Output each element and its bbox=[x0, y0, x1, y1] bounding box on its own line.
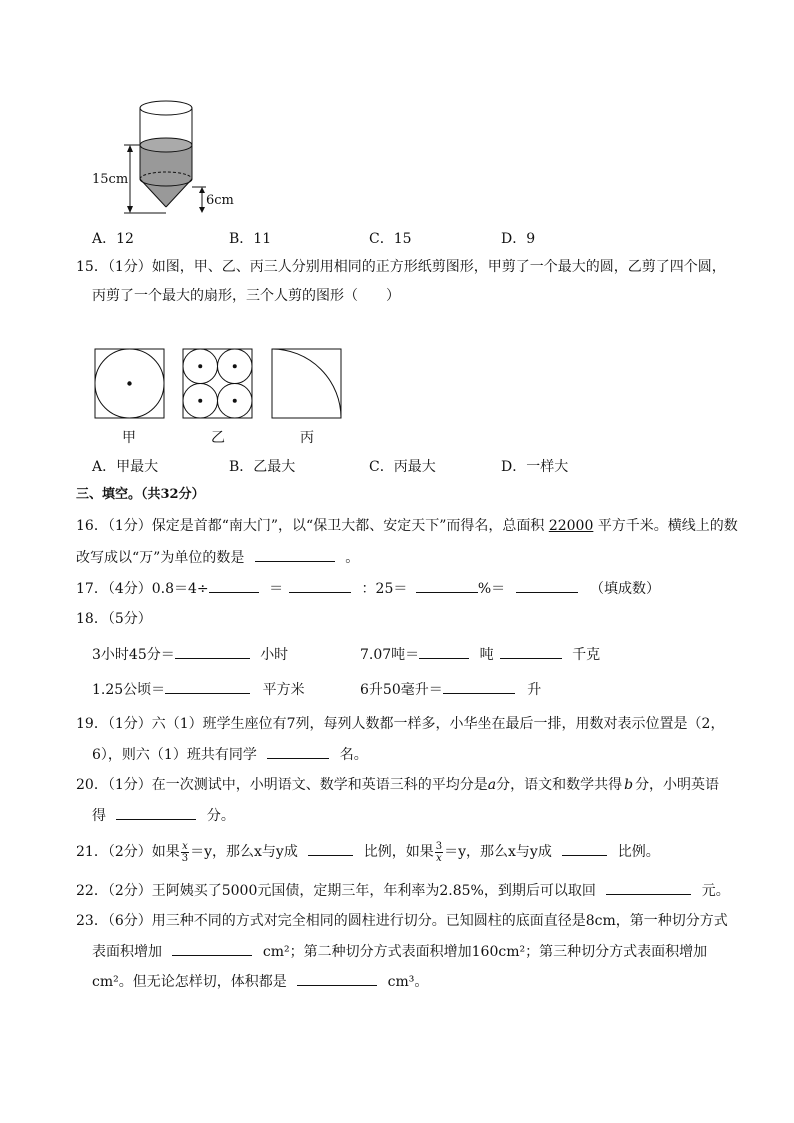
q18-head: 18．（5分） bbox=[76, 611, 152, 627]
q17-e: （填成数） bbox=[590, 581, 661, 597]
q20-var-a: a bbox=[487, 777, 497, 793]
fig-label-yi: 乙 bbox=[211, 430, 225, 446]
q14-option-a[interactable]: A．12 bbox=[92, 231, 134, 247]
q18-r1c: 7.07吨＝ bbox=[360, 647, 420, 663]
q14-option-c[interactable]: C．15 bbox=[369, 231, 412, 247]
q18-r2d: 升 bbox=[527, 682, 542, 698]
q21-blank2[interactable] bbox=[562, 841, 607, 856]
q21-frac2-den: x bbox=[436, 852, 442, 864]
q23-text-d: cm³。 bbox=[387, 974, 429, 990]
q18-r1d: 吨 bbox=[479, 647, 494, 663]
q18-r1a: 3小时45分＝ bbox=[92, 647, 175, 663]
q21-text-d: ＝y，那么x与y成 bbox=[444, 844, 552, 860]
q16-number: 22000 bbox=[548, 518, 594, 534]
q18-blank4[interactable] bbox=[165, 679, 250, 694]
q20-blank[interactable] bbox=[116, 805, 196, 820]
q19-text-a: 6），则六（1）班共有同学 bbox=[92, 747, 257, 763]
q18-blank2[interactable] bbox=[419, 644, 469, 659]
q20-var-b: b bbox=[624, 777, 634, 793]
q16-line2 bbox=[76, 547, 359, 568]
q21-frac1-den: 3 bbox=[181, 852, 189, 864]
q19-line2 bbox=[92, 744, 368, 765]
q14-option-b[interactable]: B．11 bbox=[229, 231, 272, 247]
q19-line1: 19．（1分）六（1）班学生座位有7列，每列人数都一样多，小华坐在最后一排，用数对表示位置是（2， bbox=[76, 716, 725, 732]
fig-label-jia: 甲 bbox=[122, 430, 136, 446]
label-15cm: 15cm bbox=[92, 172, 129, 187]
q21-text-a: 21．（2分）如果 bbox=[76, 844, 180, 860]
q20-text-e: 分。 bbox=[206, 808, 235, 824]
q15-option-d[interactable]: D．一样大 bbox=[501, 459, 569, 475]
q15-option-a[interactable]: A．甲最大 bbox=[92, 459, 159, 475]
q18-r2a: 1.25公顷＝ bbox=[92, 682, 166, 698]
section-title: 三、填空。（共32分） bbox=[76, 487, 205, 502]
q14-option-d[interactable]: D．9 bbox=[501, 231, 536, 247]
q23-text-b: cm²；第二种切分方式表面积增加160cm²；第三种切分方式表面积增加 bbox=[262, 944, 708, 960]
q19-text-b: 名。 bbox=[339, 747, 368, 763]
q16-blank[interactable] bbox=[255, 547, 335, 562]
q21-frac1-num: x bbox=[182, 840, 188, 852]
q18-r1e: 千克 bbox=[572, 647, 601, 663]
q23-line2 bbox=[92, 941, 707, 962]
q21-frac2-num: 3 bbox=[435, 840, 443, 852]
q21-fraction2 bbox=[435, 841, 443, 864]
q17-a: 17．（4分）0.8＝4÷ bbox=[76, 581, 209, 597]
q20-line2 bbox=[92, 805, 235, 826]
q17-b: ＝ bbox=[269, 581, 284, 597]
q19-blank[interactable] bbox=[267, 744, 329, 759]
q21-line bbox=[76, 840, 660, 864]
q18-row2-right bbox=[360, 679, 541, 699]
fig-label-bing: 丙 bbox=[300, 430, 314, 446]
q18-r2c: 6升50毫升＝ bbox=[360, 682, 443, 698]
q15-option-b[interactable]: B．乙最大 bbox=[229, 459, 296, 475]
q18-row2-left bbox=[92, 679, 305, 699]
q20-text-b: 分，语文和数学共得 bbox=[496, 777, 623, 793]
q18-row1-right bbox=[360, 644, 600, 664]
q15-option-c[interactable]: C．丙最大 bbox=[369, 459, 436, 475]
q16-text-c: 改写成以“万”为单位的数是 bbox=[76, 550, 245, 566]
q17-line bbox=[76, 578, 660, 599]
q16-text-b: 平方千米。横线上的数 bbox=[597, 518, 738, 534]
q18-r2b: 平方米 bbox=[262, 682, 305, 698]
q17-blank1[interactable] bbox=[209, 578, 259, 593]
q23-line1: 23．（6分）用三种不同的方式对完全相同的圆柱进行切分。已知圆柱的底面直径是8cm，第一种切分方式 bbox=[76, 913, 728, 929]
q23-blank2[interactable] bbox=[297, 971, 377, 986]
q15-line1: 15．（1分）如图，甲、乙、丙三人分别用相同的正方形纸剪图形，甲剪了一个最大的圆，乙剪了四个圆， bbox=[76, 259, 726, 275]
q17-blank3[interactable] bbox=[416, 578, 478, 593]
q22-line bbox=[76, 880, 730, 901]
q18-blank5[interactable] bbox=[443, 679, 515, 694]
q22-text-a: 22．（2分）王阿姨买了5000元国债，定期三年，年利率为2.85%，到期后可以取回 bbox=[76, 883, 596, 899]
q23-line3 bbox=[92, 971, 428, 992]
q17-blank4[interactable] bbox=[516, 578, 578, 593]
q16-line1 bbox=[76, 516, 738, 536]
q17-c: ：25＝ bbox=[361, 581, 408, 597]
q15-figures bbox=[94, 348, 344, 424]
q21-blank1[interactable] bbox=[308, 841, 353, 856]
q20-line1 bbox=[76, 775, 719, 795]
q16-text-a: 16．（1分）保定是首都“南大门”，以“保卫大都、安定天下”而得名，总面积 bbox=[76, 518, 545, 534]
q20-text-c: 分，小明英语 bbox=[635, 777, 720, 793]
q21-fraction1 bbox=[181, 841, 189, 864]
q23-text-a: 表面积增加 bbox=[92, 944, 162, 960]
q17-blank2[interactable] bbox=[289, 578, 351, 593]
q15-line2: 丙剪了一个最大的扇形，三个人剪的图形（ ） bbox=[92, 288, 400, 304]
q18-blank3[interactable] bbox=[500, 644, 562, 659]
q18-row1-left bbox=[92, 644, 288, 664]
q21-text-b: ＝y，那么x与y成 bbox=[190, 844, 298, 860]
q20-text-a: 20．（1分）在一次测试中，小明语文、数学和英语三科的平均分是 bbox=[76, 777, 488, 793]
q20-text-d: 得 bbox=[92, 808, 106, 824]
label-6cm: 6cm bbox=[206, 193, 234, 208]
square-circles-diagram bbox=[94, 348, 344, 420]
q22-text-b: 元。 bbox=[701, 883, 730, 899]
q21-text-e: 比例。 bbox=[617, 844, 660, 860]
q23-blank1[interactable] bbox=[172, 941, 252, 956]
q22-blank[interactable] bbox=[606, 880, 691, 895]
q16-text-d: 。 bbox=[345, 550, 360, 566]
q18-r1b: 小时 bbox=[260, 647, 289, 663]
q23-text-c: cm²。但无论怎样切，体积都是 bbox=[92, 974, 287, 990]
q18-blank1[interactable] bbox=[175, 644, 250, 659]
q21-text-c: 比例，如果 bbox=[363, 844, 434, 860]
q17-d: %＝ bbox=[477, 581, 506, 597]
